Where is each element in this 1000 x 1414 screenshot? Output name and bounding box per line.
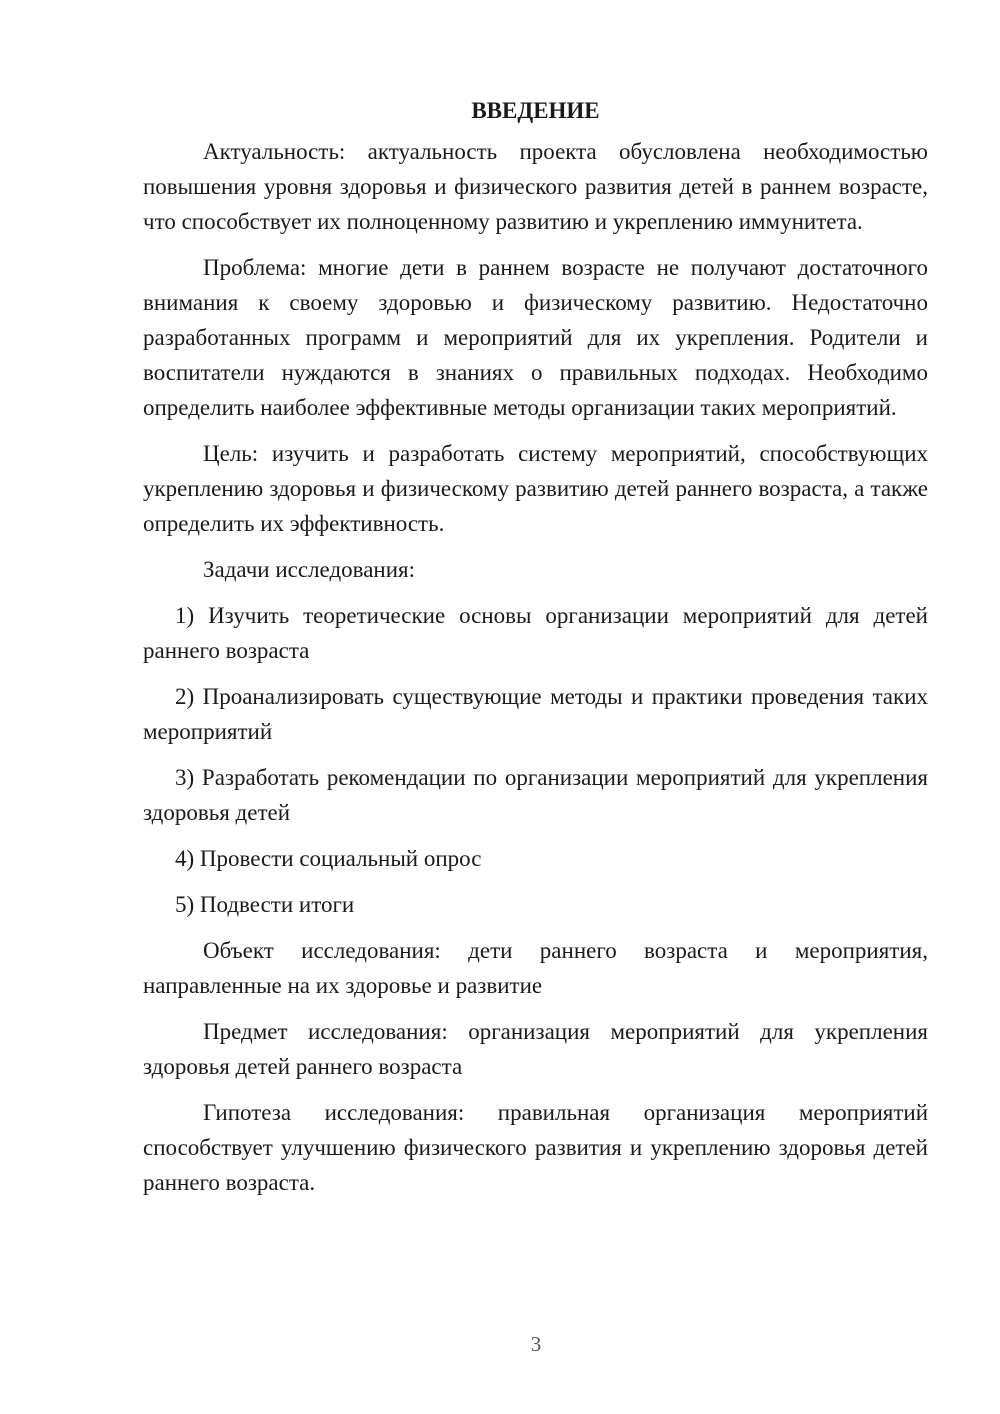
relevance-paragraph: Актуальность: актуальность проекта обусловлена необходимостью повышения уровня здоровья и физического развития детей в раннем возрасте, что способствует их полноценному развитию и укреплению иммунитета.	[143, 139, 928, 234]
task-item: 1) Изучить теоретические основы организации мероприятий для детей раннего возраста	[143, 603, 928, 663]
task-item: 2) Проанализировать существующие методы и практики проведения таких мероприятий	[143, 684, 928, 744]
subject-paragraph: Предмет исследования: организация мероприятий для укрепления здоровья детей раннего возраста	[143, 1019, 928, 1079]
problem-paragraph: Проблема: многие дети в раннем возрасте не получают достаточного внимания к своему здоровью и физическому развитию. Недостаточно разработанных программ и мероприятий для их укрепления. Родители и воспитатели нуждаются в знаниях о правильных подходах. Необходимо определить наиболее эффективные методы организации таких мероприятий.	[143, 255, 928, 420]
document-page	[143, 88, 928, 1200]
task-item: 3) Разработать рекомендации по организации мероприятий для укрепления здоровья детей	[143, 765, 928, 825]
object-paragraph: Объект исследования: дети раннего возраста и мероприятия, направленные на их здоровье и развитие	[143, 938, 928, 998]
task-item: 4) Провести социальный опрос	[175, 846, 482, 871]
tasks-heading: Задачи исследования:	[203, 557, 416, 582]
section-title: ВВЕДЕНИЕ	[471, 98, 600, 123]
hypothesis-paragraph: Гипотеза исследования: правильная организация мероприятий способствует улучшению физического развития и укреплению здоровья детей раннего возраста.	[143, 1100, 928, 1195]
page-number: 3	[530, 1332, 542, 1356]
task-item: 5) Подвести итоги	[175, 892, 355, 917]
goal-paragraph: Цель: изучить и разработать систему мероприятий, способствующих укреплению здоровья и физическому развитию детей раннего возраста, а также определить их эффективность.	[143, 441, 928, 536]
